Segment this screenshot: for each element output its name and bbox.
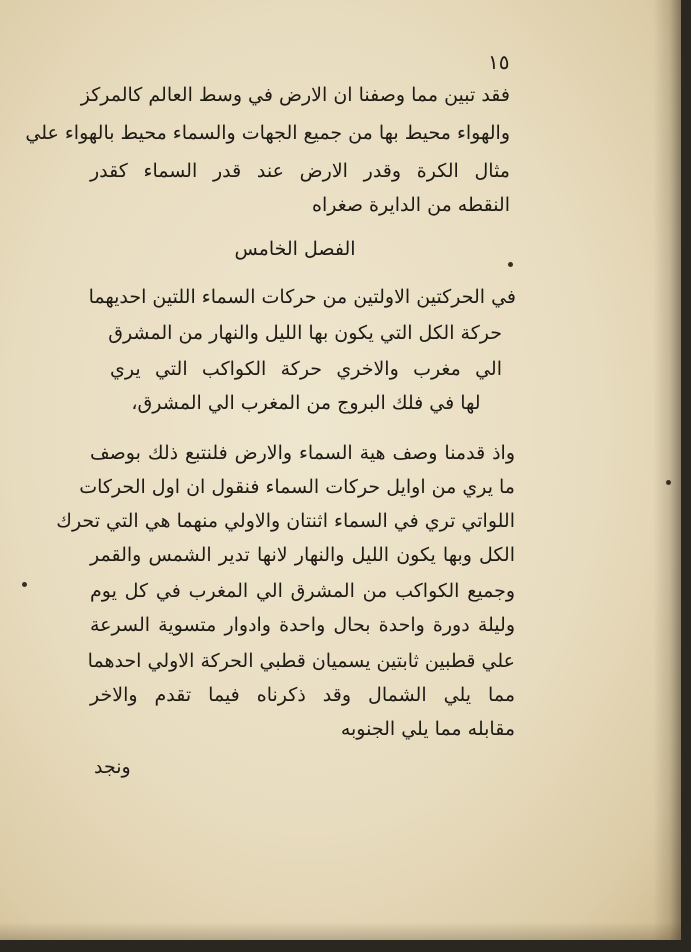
paragraph1-line-1: فقد تبين مما وصفنا ان الارض في وسط العالم كالمركز — [80, 84, 510, 106]
summary-line-1: في الحركتين الاولتين من حركات السماء اللتين احديهما — [88, 286, 516, 308]
ink-spot — [22, 582, 27, 587]
paragraph2-line-4: الكل وبها يكون الليل والنهار لانها تدير الشمس والقمر — [90, 544, 515, 566]
paragraph2-line-3: اللواتي تري في السماء اثنتان والاولي منهما هي التي تحرك — [56, 510, 515, 532]
summary-line-3: الي مغرب والاخري حركة الكواكب التي يري — [110, 358, 502, 380]
chapter-heading: الفصل الخامس — [234, 238, 356, 260]
paragraph2-line-7: علي قطبين ثابتين يسميان قطبي الحركة الاولي احدهما — [87, 650, 515, 672]
paragraph2-line-5: وجميع الكواكب من المشرق الي المغرب في كل يوم — [90, 580, 515, 602]
paragraph1-line-3: مثال الكرة وقدر الارض عند قدر السماء كقدر — [90, 160, 510, 182]
paragraph2-line-1: واذ قدمنا وصف هية السماء والارض فلنتبع ذلك بوصف — [90, 442, 515, 464]
paragraph1-line-2: والهواء محيط بها من جميع الجهات والسماء محيط بالهواء علي — [25, 122, 510, 144]
summary-line-4: لها في فلك البروج من المغرب الي المشرق، — [131, 392, 481, 414]
page-bottom-edge — [0, 922, 681, 940]
paragraph2-line-2: ما يري من اوايل حركات السماء فنقول ان اول الحركات — [79, 476, 515, 498]
catchword: ونجد — [94, 756, 131, 778]
ink-spot — [666, 480, 671, 485]
ink-spot — [508, 262, 513, 267]
summary-line-2: حركة الكل التي يكون بها الليل والنهار من المشرق — [108, 322, 502, 344]
paragraph2-line-6: وليلة دورة واحدة بحال واحدة وادوار متسوية السرعة — [90, 614, 515, 636]
paragraph2-line-9: مقابله مما يلي الجنوبه — [340, 718, 515, 740]
folio-number: ١٥ — [488, 50, 510, 74]
paragraph2-line-8: مما يلي الشمال وقد ذكرناه فيما تقدم والاخر — [90, 684, 515, 706]
binding-shadow — [653, 0, 681, 940]
paragraph1-line-4: النقطه من الدايرة صغراه — [311, 194, 510, 216]
